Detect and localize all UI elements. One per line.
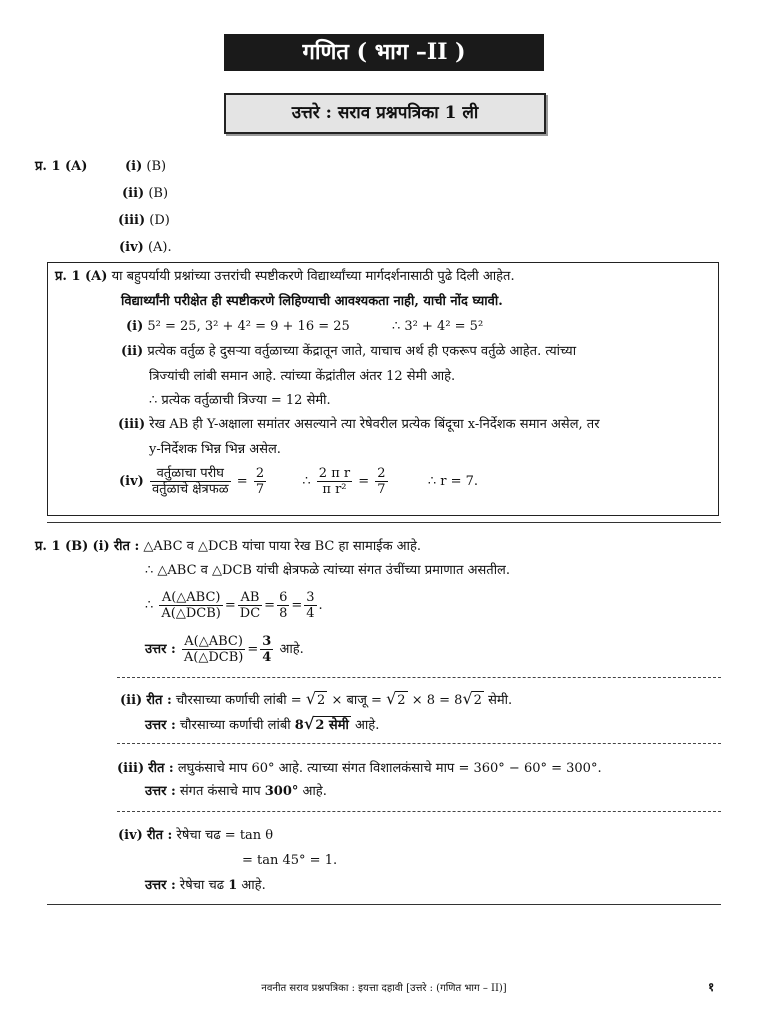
full-stop: . <box>318 598 323 613</box>
denominator: 4 <box>306 606 315 621</box>
equals: = <box>236 474 248 489</box>
answer-num: (ii) <box>122 186 145 201</box>
explanation-i <box>126 318 350 335</box>
radicand: 2 <box>473 693 482 708</box>
numerator: 6 <box>279 590 288 605</box>
q1b-i-line2: ∴ △ABC व △DCB यांची क्षेत्रफळे त्यांच्या संगत उंचींच्या प्रमाणात असतील. <box>145 563 511 578</box>
item-text: △ABC व △DCB यांचा पाया रेख BC हा सामाईक आहे. <box>143 539 422 554</box>
item-text: × बाजू = <box>331 693 382 708</box>
conclusion: ∴ r = 7. <box>427 474 479 489</box>
answer-value: 300° <box>264 784 299 799</box>
fraction <box>304 590 316 621</box>
section-divider <box>47 904 721 905</box>
page-subtitle: उत्तरे : सराव प्रश्नपत्रिका 1 ली <box>224 93 546 134</box>
item-num: (iv) <box>118 828 143 843</box>
equals: = <box>358 474 370 489</box>
section-divider <box>47 522 721 523</box>
item-num: (i) <box>92 539 110 554</box>
method-label: रीत : <box>146 693 172 708</box>
answer-num: (i) <box>125 159 143 174</box>
explanation-ii-3: ∴ प्रत्येक वर्तुळाची त्रिज्या = 12 सेमी. <box>149 393 331 408</box>
q1a-answer-3 <box>118 212 170 229</box>
answer-label: उत्तर : <box>145 718 176 733</box>
explanation-ii-2: त्रिज्यांची लांबी समान आहे. त्यांच्या केंद्रांतील अंतर 12 सेमी आहे. <box>149 369 456 384</box>
explanation-note: विद्यार्थ्यांनी परीक्षेत ही स्पष्टीकरणे लिहिण्याची आवश्यकता नाही, याची नोंद घ्यावी. <box>121 294 503 309</box>
answer-num: (iv) <box>119 240 144 255</box>
explanation-i-conclusion: ∴ 3² + 4² = 5² <box>392 319 484 334</box>
answer-value: 2 सेमी <box>315 718 349 733</box>
denominator: π r² <box>322 482 347 497</box>
item-text: × 8 = 8 <box>411 693 463 708</box>
q1b-iii-method <box>117 760 602 777</box>
denominator: वर्तुळाचे क्षेत्रफळ <box>151 482 229 497</box>
q1b-iv-line2: = tan 45° = 1. <box>242 853 338 868</box>
fraction <box>277 590 289 621</box>
fraction <box>254 466 266 497</box>
numerator: 3 <box>306 590 315 605</box>
radicand: 2 <box>317 693 326 708</box>
page-footer: नवनीत सराव प्रश्नपत्रिका : इयत्ता दहावी [उत्तरे : (गणित भाग – II)] <box>261 983 507 994</box>
explanation-label: प्र. 1 (A) <box>55 269 108 284</box>
numerator: A(△ABC) <box>159 590 222 606</box>
denominator: 8 <box>279 606 288 621</box>
q1b-iv-answer <box>145 877 266 894</box>
denominator: 7 <box>255 482 265 497</box>
method-label: रीत : <box>148 761 174 776</box>
item-text: रेषेचा चढ = tan θ <box>176 828 274 843</box>
therefore: ∴ <box>302 474 311 489</box>
fraction <box>182 634 245 665</box>
item-text: 5² = 25, 3² + 4² = 9 + 16 = 25 <box>147 319 350 334</box>
q1a-answer-1 <box>125 158 166 175</box>
q1b-i-answer: उत्तर : $\frac{\text{A(△ABC)}}{\text{A(△DCB)}}$ = $\frac{3}{4}$ आहे. <box>145 634 304 665</box>
page-number: १ <box>708 980 715 994</box>
fraction <box>150 466 231 497</box>
q1b-iv-method <box>118 827 273 844</box>
explanation-iii-2: y-निर्देशक भिन्न भिन्न असेल. <box>149 442 281 457</box>
answer-label: उत्तर : <box>145 642 176 657</box>
item-num: (iv) <box>119 474 144 489</box>
intro-text: या बहुपर्यायी प्रश्नांच्या उत्तरांची स्पष्टीकरणे विद्यार्थ्यांच्या मार्गदर्शनासाठी पुढे दिली आहेत. <box>111 269 515 284</box>
numerator: 2 <box>377 466 386 481</box>
fraction <box>260 634 273 665</box>
numerator: 2 <box>255 466 265 481</box>
answer-text: चौरसाच्या कर्णाची लांबी <box>179 718 291 733</box>
answer-choice: (D) <box>149 213 170 228</box>
numerator: A(△ABC) <box>182 634 245 650</box>
fraction <box>375 466 387 497</box>
denominator: 7 <box>377 482 386 497</box>
suffix: आहे. <box>302 784 327 799</box>
method-label: रीत : <box>113 539 140 554</box>
answer-choice: (B) <box>148 186 169 201</box>
answer-num: (iii) <box>118 213 146 228</box>
item-text: रेख AB ही Y-अक्षाला समांतर असल्याने त्या रेषेवरील प्रत्येक बिंदूचा x-निर्देशक समान असेल, तर <box>149 417 600 432</box>
answer-choice: (A). <box>147 240 172 255</box>
suffix: आहे. <box>279 642 304 657</box>
answer-choice: (B) <box>146 159 167 174</box>
answer-value: 1 <box>228 878 238 893</box>
explanation-intro <box>55 268 515 285</box>
numerator: वर्तुळाचा परीघ <box>150 466 231 482</box>
explanation-iv <box>119 466 478 497</box>
answer-label: उत्तर : <box>145 878 176 893</box>
dashed-divider <box>117 677 721 678</box>
fraction <box>238 590 262 621</box>
q1b-label: प्र. 1 (B) <box>35 539 89 554</box>
denominator: A(△DCB) <box>161 606 221 621</box>
q1a-label: प्र. 1 (A) <box>35 159 88 174</box>
answer-label: उत्तर : <box>145 784 176 799</box>
numerator: AB <box>238 590 262 606</box>
item-num: (i) <box>126 319 144 334</box>
suffix: आहे. <box>355 718 380 733</box>
numerator: 2 π r <box>318 466 351 481</box>
answer-text: संगत कंसाचे माप <box>179 784 261 799</box>
fraction <box>317 466 352 497</box>
denominator: DC <box>239 606 261 621</box>
item-text: लघुकंसाचे माप 60° आहे. त्याच्या संगत विशालकंसाचे माप = 360° − 60° = 300°. <box>177 761 602 776</box>
item-text: चौरसाच्या कर्णाची लांबी = <box>175 693 302 708</box>
numerator: 3 <box>262 634 272 649</box>
method-label: रीत : <box>146 828 173 843</box>
denominator: 4 <box>262 650 272 665</box>
explanation-iii-1 <box>118 416 600 433</box>
fraction <box>159 590 222 621</box>
suffix: आहे. <box>241 878 266 893</box>
q1b-i-ratio: ∴ $\frac{\text{A(△ABC)}}{\text{A(△DCB)}}$ = $\frac{AB}{DC}$ = $\frac{6}{8}$ = $\frac{3}{4}$ . <box>145 590 323 621</box>
explanation-ii-1 <box>121 343 576 360</box>
q1b-ii-answer: उत्तर : चौरसाच्या कर्णाची लांबी 8√2 सेमी आहे. <box>145 714 380 733</box>
q1a-answer-2 <box>122 185 168 202</box>
q1b-ii-method: (ii) रीत : चौरसाच्या कर्णाची लांबी = √2 × बाजू = √2 × 8 = 8√2 सेमी. <box>120 689 513 708</box>
item-num: (iii) <box>118 417 146 432</box>
item-text: प्रत्येक वर्तुळ हे दुसऱ्या वर्तुळाच्या केंद्रातून जाते, याचाच अर्थ ही एकरूप वर्तुळे आहेत. त्यांच्या <box>147 344 577 359</box>
unit: सेमी. <box>488 693 513 708</box>
answer-value: 8 <box>294 718 304 733</box>
item-num: (ii) <box>120 693 143 708</box>
dashed-divider <box>117 743 721 744</box>
q1a-answer-4 <box>119 239 172 256</box>
q1b-iii-answer <box>145 783 327 800</box>
q1b-i-line1 <box>35 538 421 555</box>
denominator: A(△DCB) <box>183 650 244 665</box>
answer-text: रेषेचा चढ <box>179 878 225 893</box>
page-title: गणित ( भाग –II ) <box>224 34 544 71</box>
item-num: (ii) <box>121 344 144 359</box>
item-num: (iii) <box>117 761 145 776</box>
radicand: 2 <box>397 693 406 708</box>
dashed-divider <box>117 811 721 812</box>
